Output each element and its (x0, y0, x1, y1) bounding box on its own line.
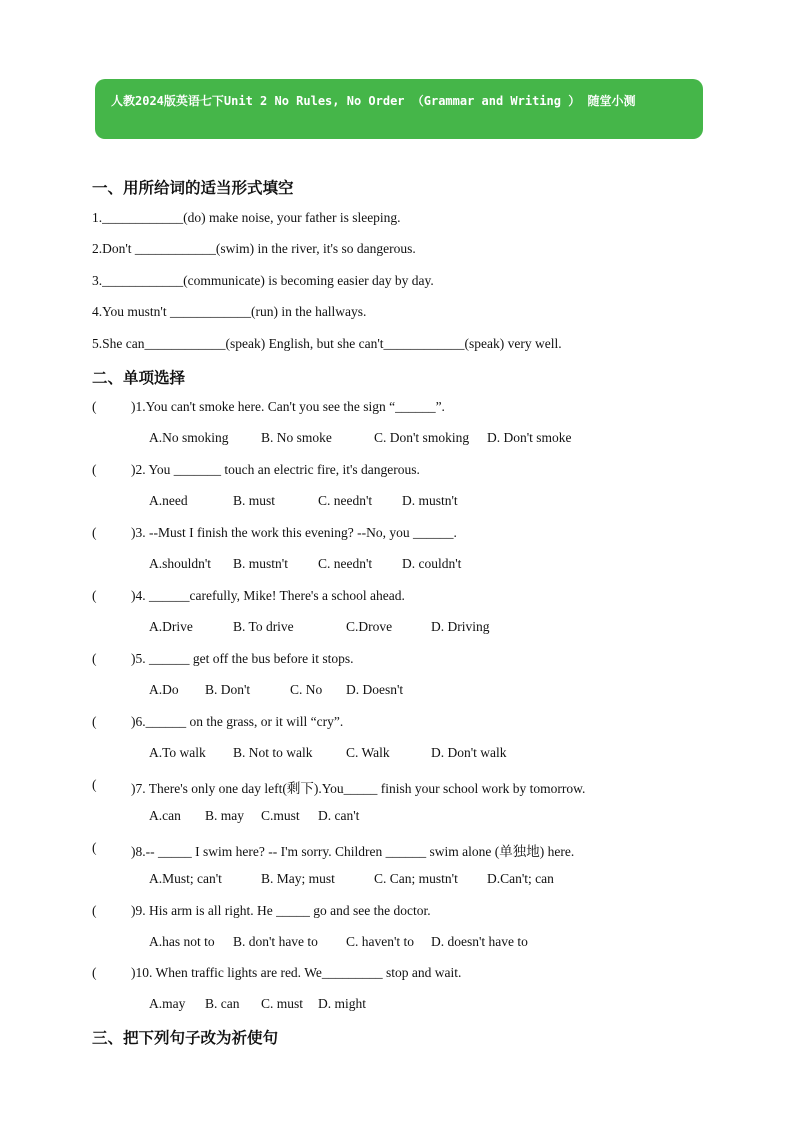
q7-option-c: C.must (261, 808, 300, 823)
answer-paren: ( (92, 903, 97, 918)
q3-option-d: D. couldn't (402, 556, 462, 571)
answer-paren: ( (92, 525, 97, 540)
q1-option-a: A.No smoking (149, 430, 229, 445)
q5-option-c: C. No (290, 682, 323, 697)
q1-option-b: B. No smoke (261, 430, 332, 445)
question-6: )6.______ on the grass, or it will “cry”. (131, 714, 344, 729)
q8-option-c: C. Can; mustn't (374, 871, 458, 886)
question-3: )3. --Must I finish the work this evening? --No, you ______. (131, 525, 457, 540)
q8-option-d: D.Can't; can (487, 871, 554, 886)
question-10: )10. When traffic lights are red. We_________ stop and wait. (131, 965, 462, 980)
q8-option-a: A.Must; can't (149, 871, 222, 886)
q4-option-c: C.Drove (346, 619, 393, 634)
question-7: )7. There's only one day left(剩下).You_____ finish your school work by tomorrow. (131, 781, 586, 796)
q5-option-d: D. Doesn't (346, 682, 404, 697)
q2-option-a: A.need (149, 493, 188, 508)
q6-option-b: B. Not to walk (233, 745, 313, 760)
q1-option-d: D. Don't smoke (487, 430, 572, 445)
q6-option-a: A.To walk (149, 745, 206, 760)
question-4: )4. ______carefully, Mike! There's a school ahead. (131, 588, 405, 603)
q1-option-c: C. Don't smoking (374, 430, 470, 445)
q9-option-d: D. doesn't have to (431, 934, 528, 949)
q10-option-d: D. might (318, 996, 367, 1011)
question-5: )5. ______ get off the bus before it stops. (131, 651, 354, 666)
q10-option-a: A.may (149, 996, 186, 1011)
q2-option-c: C. needn't (318, 493, 373, 508)
answer-paren: ( (92, 965, 97, 980)
title-banner (95, 79, 703, 139)
answer-paren: ( (92, 651, 97, 666)
question-8: )8.-- _____ I swim here? -- I'm sorry. Children ______ swim alone (单独地) here. (131, 844, 575, 859)
question-2: )2. You _______ touch an electric fire, it's dangerous. (131, 462, 420, 477)
question-9: )9. His arm is all right. He _____ go and see the doctor. (131, 903, 431, 918)
answer-paren: ( (92, 462, 97, 477)
q5-option-b: B. Don't (205, 682, 251, 697)
fill-item-4: 4.You mustn't ____________(run) in the hallways. (92, 304, 367, 319)
answer-paren: ( (92, 714, 97, 729)
section-title-1: 一、用所给词的适当形式填空 (92, 179, 294, 197)
q5-option-a: A.Do (149, 682, 179, 697)
fill-item-1: 1.____________(do) make noise, your father is sleeping. (92, 210, 401, 225)
q8-option-b: B. May; must (261, 871, 335, 886)
q9-option-a: A.has not to (149, 934, 215, 949)
fill-item-3: 3.____________(communicate) is becoming easier day by day. (92, 273, 434, 288)
q2-option-d: D. mustn't (402, 493, 458, 508)
q7-option-d: D. can't (318, 808, 360, 823)
answer-paren: ( (92, 399, 97, 414)
q3-option-b: B. mustn't (233, 556, 288, 571)
q7-option-b: B. may (205, 808, 244, 823)
q6-option-c: C. Walk (346, 745, 390, 760)
question-1: )1.You can't smoke here. Can't you see the sign “______”. (131, 399, 445, 414)
q3-option-c: C. needn't (318, 556, 373, 571)
fill-item-2: 2.Don't ____________(swim) in the river, it's so dangerous. (92, 241, 416, 256)
q9-option-b: B. don't have to (233, 934, 318, 949)
q4-option-b: B. To drive (233, 619, 294, 634)
q10-option-b: B. can (205, 996, 240, 1011)
q9-option-c: C. haven't to (346, 934, 415, 949)
q3-option-a: A.shouldn't (149, 556, 212, 571)
q4-option-a: A.Drive (149, 619, 193, 634)
q2-option-b: B. must (233, 493, 276, 508)
q6-option-d: D. Don't walk (431, 745, 507, 760)
q10-option-c: C. must (261, 996, 304, 1011)
banner-title: 人教2024版英语七下Unit 2 No Rules, No Order （Grammar and Writing ） 随堂小测 (111, 94, 636, 108)
q4-option-d: D. Driving (431, 619, 490, 634)
section-title-2: 二、单项选择 (92, 369, 186, 387)
answer-paren: ( (92, 840, 97, 855)
section-title-3: 三、把下列句子改为祈使句 (92, 1029, 279, 1047)
q7-option-a: A.can (149, 808, 181, 823)
answer-paren: ( (92, 777, 97, 792)
answer-paren: ( (92, 588, 97, 603)
fill-item-5: 5.She can____________(speak) English, but she can't____________(speak) very well. (92, 336, 562, 351)
